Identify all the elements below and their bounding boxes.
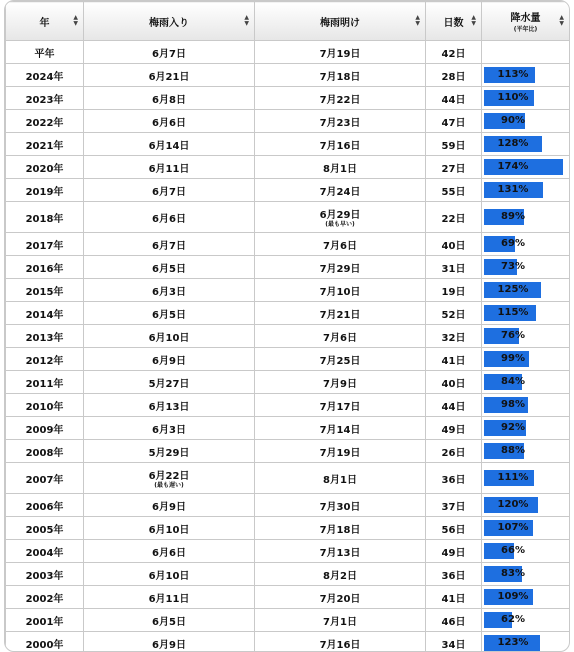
cell-year: 2000年 — [6, 632, 84, 652]
rain-bar-track — [484, 209, 563, 225]
cell-year: 2007年 — [6, 463, 84, 494]
cell-rain — [482, 156, 570, 179]
header-row — [6, 2, 570, 41]
cell-end: 7月24日 — [255, 179, 426, 202]
cell-year: 2009年 — [6, 417, 84, 440]
rain-bar-track — [484, 90, 563, 106]
cell-end: 7月14日 — [255, 417, 426, 440]
cell-days: 44日 — [426, 394, 482, 417]
cell-year: 2016年 — [6, 256, 84, 279]
rain-bar-track — [484, 305, 563, 321]
cell-rain — [482, 563, 570, 586]
monsoon-table — [5, 1, 570, 652]
cell-rain — [482, 110, 570, 133]
header-year[interactable]: 年 ▲ ▼ — [6, 2, 84, 41]
rain-percent: 66% — [484, 543, 542, 559]
cell-year: 2018年 — [6, 202, 84, 233]
cell-end: 7月6日 — [255, 325, 426, 348]
cell-rain — [482, 202, 570, 233]
average-end: 7月19日 — [255, 41, 426, 64]
cell-days: 46日 — [426, 609, 482, 632]
table-row — [6, 348, 570, 371]
cell-end: 7月1日 — [255, 609, 426, 632]
rain-percent: 109% — [484, 589, 542, 605]
header-end[interactable]: 梅雨明け ▲ ▼ — [255, 2, 426, 41]
cell-year: 2005年 — [6, 517, 84, 540]
table-row — [6, 110, 570, 133]
cell-days: 41日 — [426, 586, 482, 609]
record-note: (最も遅い) — [84, 482, 254, 489]
cell-rain — [482, 463, 570, 494]
rain-percent: 115% — [484, 305, 542, 321]
table-row — [6, 609, 570, 632]
cell-end: 7月19日 — [255, 440, 426, 463]
rain-bar-track — [484, 328, 563, 344]
cell-rain — [482, 394, 570, 417]
rain-bar-track — [484, 520, 563, 536]
rain-bar-track — [484, 612, 563, 628]
cell-rain — [482, 632, 570, 652]
table-row — [6, 463, 570, 494]
cell-end: 7月9日 — [255, 371, 426, 394]
rain-percent: 125% — [484, 282, 542, 298]
header-days[interactable]: 日数 ▲ ▼ — [426, 2, 482, 41]
cell-year: 2012年 — [6, 348, 84, 371]
cell-year: 2001年 — [6, 609, 84, 632]
rain-percent: 107% — [484, 520, 542, 536]
cell-start: 6月13日 — [84, 394, 255, 417]
table-row — [6, 156, 570, 179]
cell-start: 6月14日 — [84, 133, 255, 156]
cell-year: 2022年 — [6, 110, 84, 133]
rain-percent: 69% — [484, 236, 542, 252]
rain-bar-track — [484, 566, 563, 582]
rain-bar-track — [484, 374, 563, 390]
cell-rain — [482, 371, 570, 394]
rain-bar-track — [484, 182, 563, 198]
cell-rain — [482, 609, 570, 632]
average-row — [6, 41, 570, 64]
cell-end: 7月18日 — [255, 64, 426, 87]
rain-bar-track — [484, 589, 563, 605]
rain-percent: 111% — [484, 470, 542, 486]
cell-year: 2019年 — [6, 179, 84, 202]
cell-start: 6月9日 — [84, 632, 255, 652]
cell-end: 7月25日 — [255, 348, 426, 371]
sort-updown-icon[interactable]: ▲ ▼ — [73, 15, 78, 27]
rain-percent: 83% — [484, 566, 542, 582]
cell-days: 49日 — [426, 540, 482, 563]
rain-percent: 98% — [484, 397, 542, 413]
rain-percent: 128% — [484, 136, 542, 152]
rain-bar-track — [484, 470, 563, 486]
cell-year: 2021年 — [6, 133, 84, 156]
cell-days: 41日 — [426, 348, 482, 371]
cell-rain — [482, 64, 570, 87]
cell-start: 6月5日 — [84, 609, 255, 632]
sort-updown-icon[interactable]: ▲ ▼ — [559, 15, 564, 27]
cell-days: 44日 — [426, 87, 482, 110]
cell-start: 6月6日 — [84, 110, 255, 133]
cell-end: 6月29日 (最も早い) — [255, 202, 426, 233]
table-row — [6, 279, 570, 302]
cell-rain — [482, 133, 570, 156]
table-row — [6, 202, 570, 233]
rain-bar-track — [484, 443, 563, 459]
cell-end: 7月29日 — [255, 256, 426, 279]
cell-start: 6月11日 — [84, 156, 255, 179]
rain-bar-track — [484, 282, 563, 298]
rain-bar-track — [484, 351, 563, 367]
cell-end: 7月23日 — [255, 110, 426, 133]
cell-end: 7月10日 — [255, 279, 426, 302]
cell-year: 2008年 — [6, 440, 84, 463]
cell-end: 7月6日 — [255, 233, 426, 256]
cell-rain — [482, 302, 570, 325]
cell-start: 6月7日 — [84, 233, 255, 256]
cell-days: 40日 — [426, 371, 482, 394]
cell-rain — [482, 348, 570, 371]
table-row — [6, 87, 570, 110]
rain-percent: 76% — [484, 328, 542, 344]
cell-end: 8月2日 — [255, 563, 426, 586]
cell-year: 2020年 — [6, 156, 84, 179]
sort-updown-icon[interactable]: ▲ ▼ — [415, 15, 420, 27]
table-row — [6, 179, 570, 202]
cell-start: 6月22日 (最も遅い) — [84, 463, 255, 494]
rain-percent: 62% — [484, 612, 542, 628]
cell-start: 6月10日 — [84, 517, 255, 540]
cell-days: 49日 — [426, 417, 482, 440]
cell-rain — [482, 586, 570, 609]
rain-percent: 73% — [484, 259, 542, 275]
table-row — [6, 325, 570, 348]
cell-end: 7月21日 — [255, 302, 426, 325]
table-row — [6, 540, 570, 563]
rain-bar-track — [484, 67, 563, 83]
rain-percent: 131% — [484, 182, 542, 198]
rain-percent: 90% — [484, 113, 542, 129]
cell-start: 6月6日 — [84, 202, 255, 233]
cell-rain — [482, 494, 570, 517]
rain-bar-track — [484, 236, 563, 252]
sort-updown-icon[interactable]: ▲ ▼ — [244, 15, 249, 27]
rain-percent: 174% — [484, 159, 542, 175]
header-rain[interactable]: 降水量 (平年比) ▲ ▼ — [482, 2, 570, 41]
cell-rain — [482, 233, 570, 256]
cell-end: 7月20日 — [255, 586, 426, 609]
cell-end: 7月13日 — [255, 540, 426, 563]
cell-start: 5月27日 — [84, 371, 255, 394]
cell-start: 6月21日 — [84, 64, 255, 87]
cell-year: 2002年 — [6, 586, 84, 609]
cell-days: 59日 — [426, 133, 482, 156]
rain-percent: 88% — [484, 443, 542, 459]
rain-bar-track — [484, 259, 563, 275]
cell-days: 37日 — [426, 494, 482, 517]
cell-days: 32日 — [426, 325, 482, 348]
table-row — [6, 133, 570, 156]
cell-days: 40日 — [426, 233, 482, 256]
cell-days: 55日 — [426, 179, 482, 202]
cell-start: 6月11日 — [84, 586, 255, 609]
cell-days: 26日 — [426, 440, 482, 463]
cell-start: 6月10日 — [84, 563, 255, 586]
rain-bar-track — [484, 497, 563, 513]
average-label: 平年 — [6, 41, 84, 64]
table-row — [6, 394, 570, 417]
cell-days: 31日 — [426, 256, 482, 279]
cell-rain — [482, 179, 570, 202]
cell-start: 5月29日 — [84, 440, 255, 463]
cell-end: 7月22日 — [255, 87, 426, 110]
cell-year: 2024年 — [6, 64, 84, 87]
cell-rain — [482, 325, 570, 348]
cell-start: 6月3日 — [84, 279, 255, 302]
record-note: (最も早い) — [255, 221, 425, 228]
cell-start: 6月7日 — [84, 179, 255, 202]
average-days: 42日 — [426, 41, 482, 64]
sort-updown-icon[interactable]: ▲ ▼ — [471, 15, 476, 27]
rain-percent: 123% — [484, 635, 542, 651]
table-row — [6, 586, 570, 609]
cell-days: 22日 — [426, 202, 482, 233]
cell-start: 6月9日 — [84, 494, 255, 517]
cell-rain — [482, 417, 570, 440]
table-row — [6, 632, 570, 652]
cell-year: 2011年 — [6, 371, 84, 394]
rain-bar-track — [484, 420, 563, 436]
rain-bar-track — [484, 113, 563, 129]
cell-start: 6月9日 — [84, 348, 255, 371]
cell-start: 6月8日 — [84, 87, 255, 110]
cell-rain — [482, 540, 570, 563]
cell-start: 6月3日 — [84, 417, 255, 440]
cell-end: 7月17日 — [255, 394, 426, 417]
table-row — [6, 256, 570, 279]
table-row — [6, 563, 570, 586]
average-rain — [482, 41, 570, 64]
cell-days: 19日 — [426, 279, 482, 302]
monsoon-table-container — [4, 0, 570, 652]
rain-percent: 110% — [484, 90, 542, 106]
cell-end: 8月1日 — [255, 156, 426, 179]
cell-year: 2010年 — [6, 394, 84, 417]
table-row — [6, 233, 570, 256]
cell-rain — [482, 517, 570, 540]
cell-days: 56日 — [426, 517, 482, 540]
rain-bar-track — [484, 543, 563, 559]
table-row — [6, 517, 570, 540]
cell-days: 27日 — [426, 156, 482, 179]
cell-start: 6月5日 — [84, 256, 255, 279]
cell-days: 36日 — [426, 563, 482, 586]
table-row — [6, 417, 570, 440]
table-row — [6, 371, 570, 394]
cell-rain — [482, 279, 570, 302]
cell-end: 8月1日 — [255, 463, 426, 494]
cell-end: 7月30日 — [255, 494, 426, 517]
cell-end: 7月16日 — [255, 632, 426, 652]
rain-bar-track — [484, 159, 563, 175]
cell-rain — [482, 440, 570, 463]
table-row — [6, 302, 570, 325]
rain-percent: 92% — [484, 420, 542, 436]
cell-year: 2014年 — [6, 302, 84, 325]
rain-percent: 84% — [484, 374, 542, 390]
cell-days: 34日 — [426, 632, 482, 652]
cell-days: 28日 — [426, 64, 482, 87]
rain-percent: 120% — [484, 497, 542, 513]
cell-rain — [482, 256, 570, 279]
rain-bar-track — [484, 136, 563, 152]
cell-year: 2003年 — [6, 563, 84, 586]
rain-percent: 99% — [484, 351, 542, 367]
cell-year: 2013年 — [6, 325, 84, 348]
cell-year: 2017年 — [6, 233, 84, 256]
rain-bar-track — [484, 635, 563, 651]
cell-start: 6月10日 — [84, 325, 255, 348]
cell-end: 7月16日 — [255, 133, 426, 156]
cell-start: 6月6日 — [84, 540, 255, 563]
cell-rain — [482, 87, 570, 110]
cell-days: 52日 — [426, 302, 482, 325]
cell-days: 47日 — [426, 110, 482, 133]
cell-end: 7月18日 — [255, 517, 426, 540]
cell-year: 2006年 — [6, 494, 84, 517]
table-row — [6, 64, 570, 87]
table-row — [6, 494, 570, 517]
average-start: 6月7日 — [84, 41, 255, 64]
cell-year: 2004年 — [6, 540, 84, 563]
rain-percent: 113% — [484, 67, 542, 83]
cell-start: 6月5日 — [84, 302, 255, 325]
table-row — [6, 440, 570, 463]
cell-year: 2015年 — [6, 279, 84, 302]
cell-days: 36日 — [426, 463, 482, 494]
rain-percent: 89% — [484, 209, 542, 225]
header-start[interactable]: 梅雨入り ▲ ▼ — [84, 2, 255, 41]
cell-year: 2023年 — [6, 87, 84, 110]
rain-bar-track — [484, 397, 563, 413]
